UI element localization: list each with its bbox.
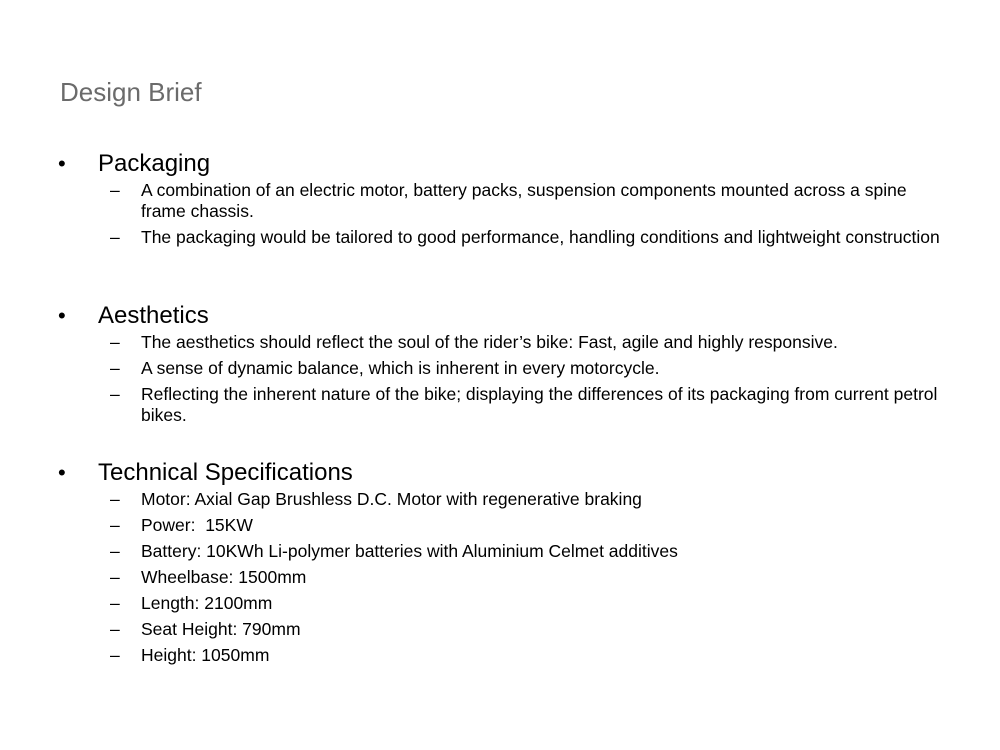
bullet-icon: • xyxy=(58,303,66,328)
bullet-icon: • xyxy=(58,460,66,485)
list-item-text: Height: 1050mm xyxy=(141,645,270,665)
dash-icon: – xyxy=(110,489,120,509)
list-item-text: The aesthetics should reflect the soul of the rider’s bike: Fast, agile and highly responsive. xyxy=(141,332,838,352)
list-item-text: Motor: Axial Gap Brushless D.C. Motor with regenerative braking xyxy=(141,489,642,509)
section-aesthetics xyxy=(0,300,1000,431)
list-item xyxy=(0,358,1000,379)
section-technical-specifications xyxy=(0,457,1000,671)
section-heading: Technical Specifications xyxy=(98,459,353,486)
bullet-row xyxy=(0,148,1000,180)
list-item-text: A combination of an electric motor, battery packs, suspension components mounted across a spine frame chassis. xyxy=(141,180,907,221)
list-item xyxy=(0,567,1000,588)
list-item-text: Reflecting the inherent nature of the bike; displaying the differences of its packaging from current petrol bikes. xyxy=(141,384,938,425)
dash-icon: – xyxy=(110,358,120,378)
dash-icon: – xyxy=(110,515,120,535)
list-item xyxy=(0,332,1000,353)
dash-icon: – xyxy=(110,645,120,665)
sub-list xyxy=(0,332,1000,426)
list-item-text: The packaging would be tailored to good performance, handling conditions and lightweight construction xyxy=(141,227,940,247)
list-item-text: Power: 15KW xyxy=(141,515,253,535)
list-item xyxy=(0,645,1000,666)
page-title: Design Brief xyxy=(60,77,202,107)
sub-list xyxy=(0,180,1000,248)
list-item xyxy=(0,227,1000,248)
dash-icon: – xyxy=(110,567,120,587)
list-item-text: Battery: 10KWh Li-polymer batteries with Aluminium Celmet additives xyxy=(141,541,678,561)
list-item-text: Wheelbase: 1500mm xyxy=(141,567,307,587)
section-heading: Aesthetics xyxy=(98,302,209,329)
dash-icon: – xyxy=(110,332,120,352)
dash-icon: – xyxy=(110,619,120,639)
section-heading: Packaging xyxy=(98,150,211,177)
dash-icon: – xyxy=(110,593,120,613)
list-item-text: A sense of dynamic balance, which is inherent in every motorcycle. xyxy=(141,358,660,378)
dash-icon: – xyxy=(110,384,120,404)
dash-icon: – xyxy=(110,541,120,561)
sub-list xyxy=(0,489,1000,666)
list-item-text: Length: 2100mm xyxy=(141,593,273,613)
list-item xyxy=(0,384,1000,426)
section-packaging xyxy=(0,148,1000,253)
list-item xyxy=(0,515,1000,536)
dash-icon: – xyxy=(110,180,120,200)
bullet-icon: • xyxy=(58,151,66,176)
list-item xyxy=(0,619,1000,640)
bullet-row xyxy=(0,457,1000,489)
list-item xyxy=(0,180,1000,222)
dash-icon: – xyxy=(110,227,120,247)
list-item-text: Seat Height: 790mm xyxy=(141,619,301,639)
list-item xyxy=(0,593,1000,614)
list-item xyxy=(0,489,1000,510)
bullet-row xyxy=(0,300,1000,332)
list-item xyxy=(0,541,1000,562)
